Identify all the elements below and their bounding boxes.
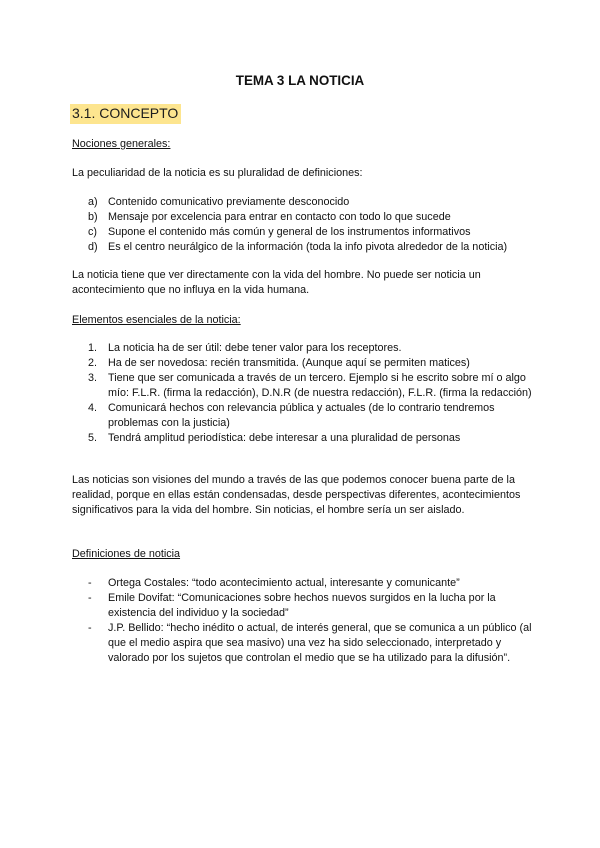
list-marker: d) [88, 241, 98, 253]
paragraph-visiones: Las noticias son visiones del mundo a través de las que podemos conocer buena parte de la realidad, porque en ellas están condensadas, desde perspectivas diferentes, acontecimientos significativos para la vida del hombre. Sin noticias, el hombre sería un ser aislado. [72, 474, 521, 516]
list-marker: 3. [88, 372, 98, 384]
nociones-intro: La peculiaridad de la noticia es su pluralidad de definiciones: [72, 167, 363, 179]
list-item-text: La noticia ha de ser útil: debe tener valor para los receptores. [108, 342, 402, 354]
list-marker: - [88, 577, 92, 589]
list-item [72, 371, 542, 401]
list-item [72, 621, 542, 666]
list-item-text: Tiene que ser comunicada a través de un tercero. Ejemplo si he escrito sobre mí o algo mío: F.L.R. (firma la redacción), D.N.R (de nuestra redacción), F.L.R. (firma la redacción) [108, 372, 532, 399]
list-item [72, 576, 542, 591]
list-marker: a) [88, 196, 98, 208]
list-item-text: J.P. Bellido: “hecho inédito o actual, de interés general, que se comunica a un público (al que el medio aspira que sea masivo) una vez ha sido seleccionado, interpretado y valorado por los sujetos que controlan el medio que se ha utilizado para la difusión”. [108, 622, 532, 664]
list-item-text: Supone el contenido más común y general de los instrumentos informativos [108, 226, 471, 238]
list-marker: 2. [88, 357, 98, 369]
list-item [72, 240, 542, 255]
list-marker: 5. [88, 432, 98, 444]
page-title: TEMA 3 LA NOTICIA [235, 73, 365, 88]
list-item-text: Ha de ser novedosa: recién transmitida. (Aunque aquí se permiten matices) [108, 357, 470, 369]
section-heading: 3.1. CONCEPTO [70, 104, 181, 124]
list-item-text: Comunicará hechos con relevancia pública y actuales (de lo contrario tendremos problemas con la justicia) [108, 402, 495, 429]
nociones-list [72, 195, 542, 255]
list-item [72, 341, 542, 356]
list-item [72, 195, 542, 210]
list-item-text: Tendrá amplitud periodística: debe interesar a una pluralidad de personas [108, 432, 461, 444]
list-marker: - [88, 592, 92, 604]
definiciones-heading [72, 547, 542, 562]
list-item-text: Ortega Costales: “todo acontecimiento actual, interesante y comunicante” [108, 577, 460, 589]
list-marker: b) [88, 211, 98, 223]
nociones-heading [72, 137, 542, 152]
elementos-heading-text: Elementos esenciales de la noticia: [72, 314, 241, 326]
list-marker: 4. [88, 402, 98, 414]
elementos-heading [72, 313, 542, 328]
list-marker: 1. [88, 342, 98, 354]
list-item-text: Mensaje por excelencia para entrar en contacto con todo lo que sucede [108, 211, 451, 223]
list-item [72, 210, 542, 225]
list-marker: c) [88, 226, 97, 238]
list-item [72, 401, 542, 431]
definiciones-heading-text: Definiciones de noticia [72, 548, 181, 560]
list-item [72, 225, 542, 240]
list-item-text: Es el centro neurálgico de la información (toda la info pivota alrededor de la noticia) [108, 241, 508, 253]
elementos-list [72, 341, 542, 446]
list-item [72, 431, 542, 446]
paragraph-vida-humana: La noticia tiene que ver directamente con la vida del hombre. No puede ser noticia un acontecimiento que no influya en la vida humana. [72, 269, 481, 296]
definiciones-list [72, 576, 542, 666]
list-item [72, 591, 542, 621]
list-item [72, 356, 542, 371]
list-item-text: Contenido comunicativo previamente desconocido [108, 196, 350, 208]
list-marker: - [88, 622, 92, 634]
nociones-heading-text: Nociones generales: [72, 138, 171, 150]
list-item-text: Emile Dovifat: “Comunicaciones sobre hechos nuevos surgidos en la lucha por la existencia del individuo y la sociedad” [108, 592, 496, 619]
